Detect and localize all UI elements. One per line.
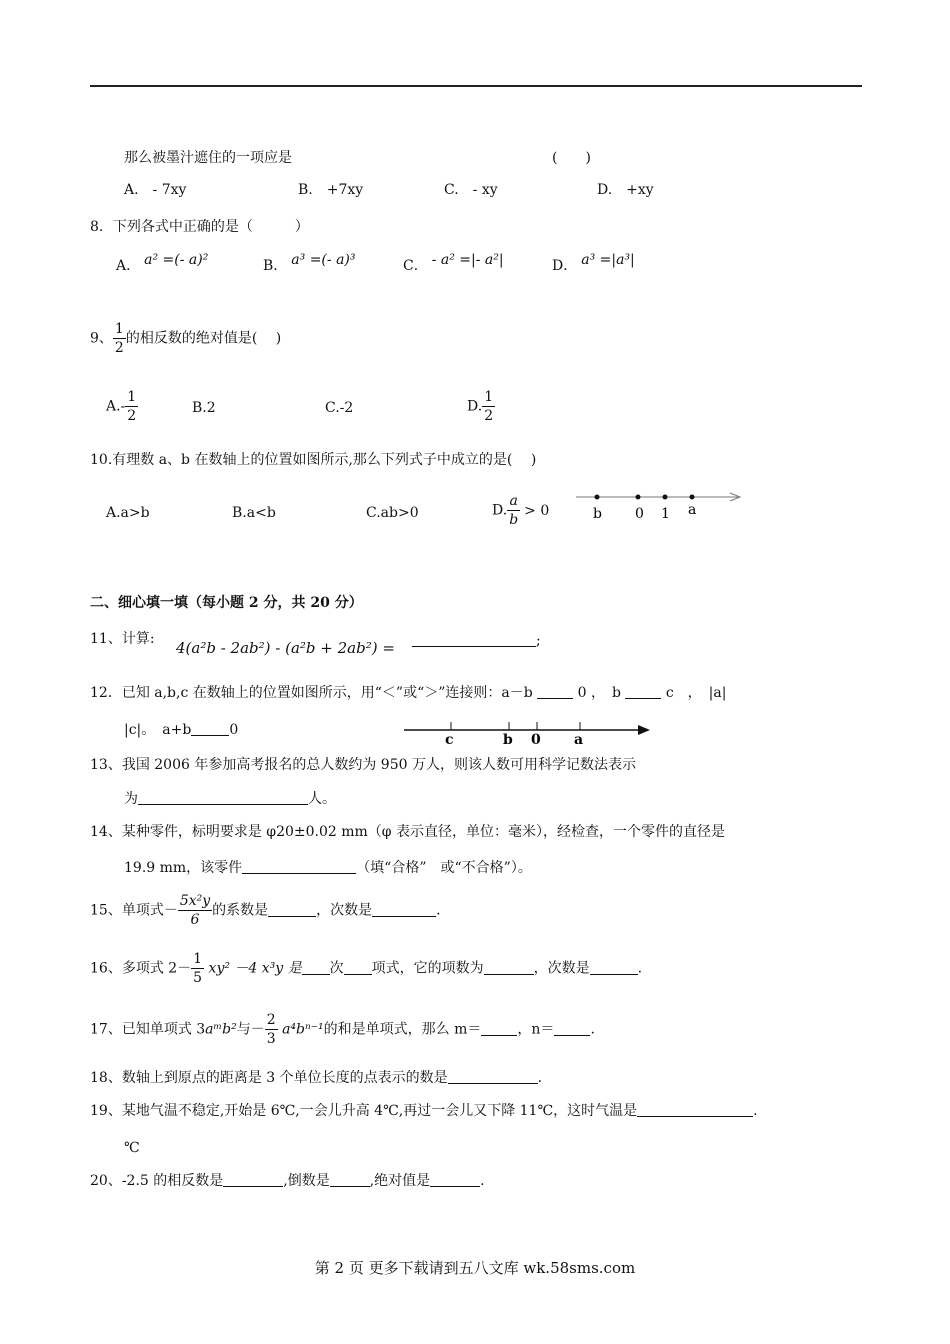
q12-blank-1	[537, 684, 573, 699]
section-2-title: 二、细心填一填（每小题 2 分，共 20 分）	[90, 595, 363, 611]
q8-expr-d: a³ =|a³|	[581, 252, 635, 268]
q14-line2: 19.9 mm，该零件 （填“合格” 或“不合格”）。	[124, 860, 532, 876]
q15-line: 15、单项式－ $\frac{\text{5x²y}}{6}$ 的系数是 ，次数是 .	[90, 893, 441, 928]
q11-expr: 4(a²b - 2ab²) - (a²b + 2ab²) =	[176, 639, 395, 657]
q12-line1: 12．已知 a,b,c 在数轴上的位置如图所示，用“＜”或“＞”连接则：a－b 0 ， b c ， |a|	[90, 685, 727, 701]
q10-point-1	[663, 495, 668, 500]
q12-label-a: a	[574, 732, 584, 748]
q15-blank-1	[268, 902, 316, 917]
q11-answer: ;	[412, 631, 541, 651]
q9-option-a: A.- $\frac{1}{2}$	[106, 389, 137, 424]
header-rule	[90, 85, 862, 87]
q11-prefix: 11、计算:	[90, 631, 155, 647]
q9-option-d: D. $\frac{1}{2}$	[467, 389, 494, 424]
q16-blank-2	[344, 960, 372, 975]
q7-option-b: B. +7xy	[298, 182, 364, 198]
q13-blank	[138, 790, 308, 805]
q14-line1: 14、某种零件，标明要求是 φ20±0.02 mm（φ 表示直径，单位：毫米），经检查，一个零件的直径是	[90, 824, 726, 840]
q12-number-line	[400, 716, 660, 748]
q20-blank-1	[223, 1172, 283, 1187]
q12-label-b: b	[503, 732, 513, 748]
q7-option-c: C. - xy	[444, 182, 498, 198]
q13-line1: 13、我国 2006 年参加高考报名的总人数约为 950 万人，则该人数可用科学记数法表示	[90, 757, 636, 773]
q17-line: 17、已知单项式 3aᵐb²与－ $\frac{2}{3}$ a⁴bⁿ⁻¹的和是单项式，那么 m＝ ，n＝ .	[90, 1012, 595, 1047]
q10-option-d: D. $\frac{a}{b}$ > 0	[492, 493, 550, 528]
q16-blank-1	[302, 960, 330, 975]
q10-point-0	[636, 495, 641, 500]
q19-line: 19、某地气温不稳定,开始是 6℃,一会儿升高 4℃,再过一会儿又下降 11℃，这时气温是 .	[90, 1103, 758, 1119]
q10-option-c: C.ab>0	[366, 505, 419, 521]
q18-line: 18、数轴上到原点的距离是 3 个单位长度的点表示的数是 .	[90, 1070, 543, 1086]
q9-option-b: B.2	[192, 400, 216, 416]
q10-stem: 10.有理数 a、b 在数轴上的位置如图所示,那么下列式子中成立的是( )	[90, 452, 537, 468]
q7-option-d: D. +xy	[597, 182, 654, 198]
q19-unit: ℃	[124, 1140, 140, 1156]
q12-label-c: c	[445, 732, 454, 748]
q16-line: 16、多项式 2－ $\frac{1}{5}$ xy² －4 x³y 是 次 项式，它的项数为 ，次数是 .	[90, 951, 643, 986]
q16-blank-3	[484, 960, 534, 975]
q14-blank	[242, 859, 356, 874]
q20-blank-2	[330, 1172, 370, 1187]
q17-fraction: $\frac{2}{3}$	[266, 1012, 276, 1047]
q16-fraction: $\frac{1}{5}$	[193, 951, 203, 986]
q11-blank	[412, 632, 536, 647]
q15-blank-2	[372, 902, 436, 917]
q10-number-line	[570, 484, 750, 524]
q17-blank-1	[481, 1021, 517, 1036]
q9-option-c: C.-2	[325, 400, 354, 416]
q12-line2: |c|。 a+b 0	[124, 722, 239, 738]
q7-stem: 那么被墨汁遮住的一项应是	[124, 150, 292, 166]
q19-blank	[637, 1102, 753, 1117]
q8-expr-a: a² =(- a)²	[144, 252, 209, 268]
q10-point-a	[690, 495, 695, 500]
q9-fraction: $\frac{1}{2}$	[114, 321, 124, 356]
q7-answer-paren: ( )	[552, 150, 591, 166]
q8-option-c: C． - a² =|- a²|	[403, 252, 504, 274]
q8-option-d: D． a³ =|a³|	[552, 252, 635, 274]
q20-blank-3	[430, 1172, 480, 1187]
q10-label-0: 0	[635, 506, 644, 522]
q8-stem: 8．下列各式中正确的是（ ）	[90, 219, 309, 235]
q10-option-b: B.a<b	[232, 505, 276, 521]
q10-point-b	[595, 495, 600, 500]
q9-stem: 9、 $\frac{1}{2}$ 的相反数的绝对值是( )	[90, 321, 282, 356]
q12-blank-2	[625, 684, 661, 699]
q12-label-0: 0	[531, 732, 541, 748]
q12-blank-3	[191, 721, 229, 736]
page-footer: 第 2 页 更多下载请到五八文库 wk.58sms.com	[314, 1259, 636, 1277]
q8-option-b: B． a³ =(- a)³	[263, 252, 356, 274]
q10-label-a: a	[688, 502, 697, 518]
q15-fraction: $\frac{\text{5x²y}}{6}$	[179, 893, 211, 928]
q8-option-a: A． a² =(- a)²	[116, 252, 209, 274]
q18-blank	[448, 1069, 538, 1084]
q7-option-a: A. - 7xy	[124, 182, 187, 198]
q17-blank-2	[554, 1021, 590, 1036]
q8-expr-c: - a² =|- a²|	[431, 252, 504, 268]
q20-line: 20、-2.5 的相反数是 ,倒数是 ,绝对值是 .	[90, 1173, 485, 1189]
q10-label-b: b	[593, 506, 602, 522]
q10-option-a: A.a>b	[106, 505, 150, 521]
q10-label-1: 1	[661, 506, 670, 522]
q8-expr-b: a³ =(- a)³	[291, 252, 356, 268]
q16-blank-4	[590, 960, 638, 975]
q13-line2: 为 人。	[124, 791, 336, 807]
